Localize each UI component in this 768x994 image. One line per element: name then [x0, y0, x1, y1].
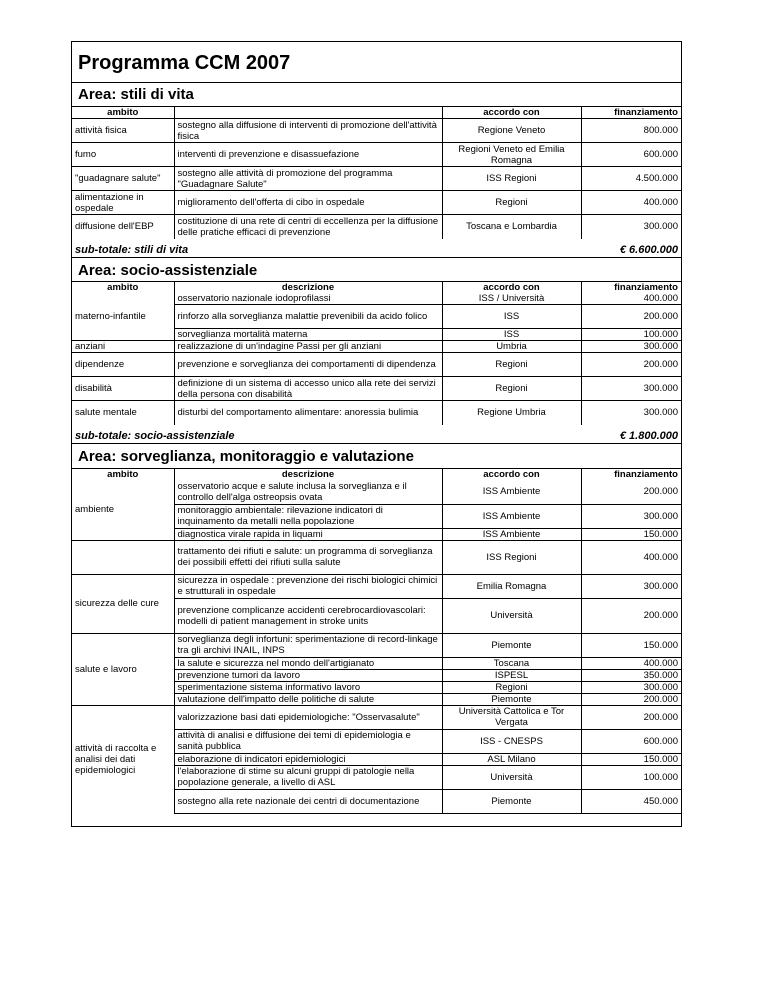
- divider: [72, 443, 681, 444]
- fin-cell: 100.000: [581, 329, 681, 341]
- fin-cell: 400.000: [581, 540, 681, 574]
- accordo-cell: ISPESL: [442, 669, 581, 681]
- fin-cell: 200.000: [581, 598, 681, 633]
- accordo-cell: Piemonte: [442, 789, 581, 813]
- desc-cell: sorveglianza degli infortuni: sperimentazione di record-linkage tra gli archivi INAIL, INPS: [174, 633, 442, 657]
- accordo-cell: ISS: [442, 305, 581, 329]
- desc-cell: diagnostica virale rapida in liquami: [174, 528, 442, 540]
- ambito-cell: diffusione dell'EBP: [72, 215, 174, 239]
- desc-cell: osservatorio acque e salute inclusa la sorveglianza e il controllo dell'alga ostreopsis ovata: [174, 480, 442, 504]
- ambito-cell: sicurezza delle cure: [72, 574, 174, 633]
- accordo-cell: ISS Regioni: [442, 540, 581, 574]
- col-header-ambito: ambito: [72, 282, 174, 293]
- col-header-descrizione: [174, 107, 442, 119]
- desc-cell: prevenzione complicanze accidenti cerebrocardiovascolari: modelli di patient management in stroke units: [174, 598, 442, 633]
- table-stili-di-vita: [72, 107, 681, 239]
- desc-cell: valorizzazione basi dati epidemiologiche: "Osservasalute": [174, 705, 442, 729]
- accordo-cell: Università Cattolica e Tor Vergata: [442, 705, 581, 729]
- desc-cell: sostegno alla diffusione di interventi di promozione dell'attività fisica: [174, 119, 442, 143]
- ambito-cell: materno-infantile: [72, 293, 174, 341]
- accordo-cell: Toscana e Lombardia: [442, 215, 581, 239]
- col-header-finanziamento: finanziamento: [614, 282, 678, 293]
- accordo-cell: ISS Ambiente: [442, 480, 581, 504]
- fin-cell: 150.000: [581, 753, 681, 765]
- fin-cell: 200.000: [581, 693, 681, 705]
- desc-cell: disturbi del comportamento alimentare: anoressia bulimia: [174, 401, 442, 425]
- accordo-cell: Toscana: [442, 657, 581, 669]
- desc-cell: la salute e sicurezza nel mondo dell'artigianato: [174, 657, 442, 669]
- desc-cell: realizzazione di un'indagine Passi per gli anziani: [174, 341, 442, 353]
- col-header-accordo: accordo con: [442, 107, 581, 119]
- accordo-cell: Regione Veneto: [442, 119, 581, 143]
- accordo-cell: Regioni: [442, 191, 581, 215]
- ambito-cell: fumo: [72, 143, 174, 167]
- table-row: [72, 215, 681, 239]
- subtotal-label: sub-totale: stili di vita: [75, 244, 189, 256]
- accordo-cell: ASL Milano: [442, 753, 581, 765]
- desc-cell: rinforzo alla sorveglianza malattie prevenibili da acido folico: [174, 305, 442, 329]
- ambito-cell: "guadagnare salute": [72, 167, 174, 191]
- ambito-cell: attività fisica: [72, 119, 174, 143]
- desc-cell: osservatorio nazionale iodoprofilassi: [174, 293, 442, 305]
- fin-cell: 300.000: [581, 401, 681, 425]
- divider: [72, 82, 681, 83]
- area-title-socio-assistenziale: Area: socio-assistenziale: [78, 262, 258, 279]
- desc-cell: prevenzione tumori da lavoro: [174, 669, 442, 681]
- table-row: [72, 119, 681, 143]
- accordo-cell: ISS - CNESPS: [442, 729, 581, 753]
- desc-cell: trattamento dei rifiuti e salute: un programma di sorveglianza dei possibili effetti dei rifiuti sulla salute: [174, 540, 442, 574]
- desc-cell: sostegno alla rete nazionale dei centri di documentazione: [174, 789, 442, 813]
- desc-cell: attività di analisi e diffusione dei temi di epidemiologia e sanità pubblica: [174, 729, 442, 753]
- ambito-cell: anziani: [72, 341, 174, 353]
- desc-cell: monitoraggio ambientale: rilevazione indicatori di inquinamento da metalli nella popolazione: [174, 504, 442, 528]
- subtotal-value: € 1.800.000: [619, 430, 678, 442]
- accordo-cell: Università: [442, 598, 581, 633]
- desc-cell: l'elaborazione di stime su alcuni gruppi di patologie nella popolazione generale, a livello di ASL: [174, 765, 442, 789]
- accordo-cell: ISS / Università: [442, 293, 581, 305]
- col-header-ambito: ambito: [72, 469, 174, 480]
- col-header-descrizione: descrizione: [174, 282, 442, 293]
- page-title: Programma CCM 2007: [78, 52, 291, 74]
- accordo-cell: ISS Ambiente: [442, 528, 581, 540]
- fin-cell: 200.000: [581, 305, 681, 329]
- area-title-sorveglianza: Area: sorveglianza, monitoraggio e valutazione: [78, 448, 414, 465]
- accordo-cell: Regioni Veneto ed Emilia Romagna: [442, 143, 581, 167]
- desc-cell: costituzione di una rete di centri di eccellenza per la diffusione delle pratiche efficaci di prevenzione: [174, 215, 442, 239]
- ambito-cell: salute e lavoro: [72, 633, 174, 705]
- fin-cell: 100.000: [581, 765, 681, 789]
- fin-cell: 300.000: [581, 215, 681, 239]
- accordo-cell: Regione Umbria: [442, 401, 581, 425]
- fin-cell: 600.000: [581, 143, 681, 167]
- fin-cell: 150.000: [581, 633, 681, 657]
- fin-cell: 450.000: [581, 789, 681, 813]
- desc-cell: interventi di prevenzione e disassuefazione: [174, 143, 442, 167]
- fin-cell: 200.000: [581, 353, 681, 377]
- ambito-cell: alimentazione in ospedale: [72, 191, 174, 215]
- accordo-cell: Piemonte: [442, 693, 581, 705]
- fin-cell: 400.000: [581, 657, 681, 669]
- subtotal-label: sub-totale: socio-assistenziale: [75, 430, 235, 442]
- desc-cell: miglioramento dell'offerta di cibo in ospedale: [174, 191, 442, 215]
- ambito-cell: [72, 540, 174, 574]
- ambito-cell: disabilità: [72, 377, 174, 401]
- accordo-cell: Regioni: [442, 353, 581, 377]
- fin-cell: 300.000: [581, 504, 681, 528]
- fin-cell: 200.000: [643, 486, 678, 498]
- fin-cell: 800.000: [581, 119, 681, 143]
- fin-cell: 400.000: [581, 191, 681, 215]
- accordo-cell: Umbria: [442, 341, 581, 353]
- accordo-cell: ISS Ambiente: [442, 504, 581, 528]
- table-sorveglianza: [72, 469, 681, 814]
- fin-cell: 300.000: [581, 574, 681, 598]
- fin-cell: 300.000: [581, 341, 681, 353]
- accordo-cell: Emilia Romagna: [442, 574, 581, 598]
- ambito-cell: salute mentale: [72, 401, 174, 425]
- col-header-finanziamento: finanziamento: [614, 469, 678, 480]
- desc-cell: prevenzione e sorveglianza dei comportamenti di dipendenza: [174, 353, 442, 377]
- col-header-ambito: ambito: [72, 107, 174, 119]
- desc-cell: definizione di un sistema di accesso unico alla rete dei servizi della persona con disabilità: [174, 377, 442, 401]
- accordo-cell: ISS Regioni: [442, 167, 581, 191]
- ambito-cell: attività di raccolta e analisi dei dati epidemiologici: [72, 705, 174, 813]
- table-row: [72, 167, 681, 191]
- ambito-cell: ambiente: [72, 480, 174, 540]
- fin-cell: 300.000: [581, 377, 681, 401]
- desc-cell: sicurezza in ospedale : prevenzione dei rischi biologici chimici e strutturali in ospedale: [174, 574, 442, 598]
- subtotal-value: € 6.600.000: [619, 244, 678, 256]
- col-header-finanziamento: finanziamento: [614, 107, 678, 118]
- ambito-cell: dipendenze: [72, 353, 174, 377]
- fin-cell: 200.000: [581, 705, 681, 729]
- col-header-accordo: accordo con: [442, 282, 581, 293]
- accordo-cell: Regioni: [442, 377, 581, 401]
- fin-cell: 4.500.000: [581, 167, 681, 191]
- fin-cell: 150.000: [581, 528, 681, 540]
- table-row: [72, 191, 681, 215]
- fin-cell: 400.000: [643, 293, 678, 304]
- desc-cell: elaborazione di indicatori epidemiologici: [174, 753, 442, 765]
- desc-cell: sorveglianza mortalità materna: [174, 329, 442, 341]
- accordo-cell: Regioni: [442, 681, 581, 693]
- accordo-cell: ISS: [442, 329, 581, 341]
- accordo-cell: Università: [442, 765, 581, 789]
- accordo-cell: Piemonte: [442, 633, 581, 657]
- table-socio-assistenziale: [72, 282, 681, 425]
- fin-cell: 600.000: [581, 729, 681, 753]
- document-sheet: [71, 41, 682, 827]
- fin-cell: 300.000: [581, 681, 681, 693]
- desc-cell: sperimentazione sistema informativo lavoro: [174, 681, 442, 693]
- desc-cell: sostegno alle attività di promozione del programma "Guadagnare Salute": [174, 167, 442, 191]
- col-header-descrizione: descrizione: [174, 469, 442, 480]
- col-header-accordo: accordo con: [442, 469, 581, 480]
- table-row: [72, 143, 681, 167]
- desc-cell: valutazione dell'impatto delle politiche di salute: [174, 693, 442, 705]
- area-title-stili-di-vita: Area: stili di vita: [78, 86, 194, 103]
- divider: [72, 257, 681, 258]
- fin-cell: 350.000: [581, 669, 681, 681]
